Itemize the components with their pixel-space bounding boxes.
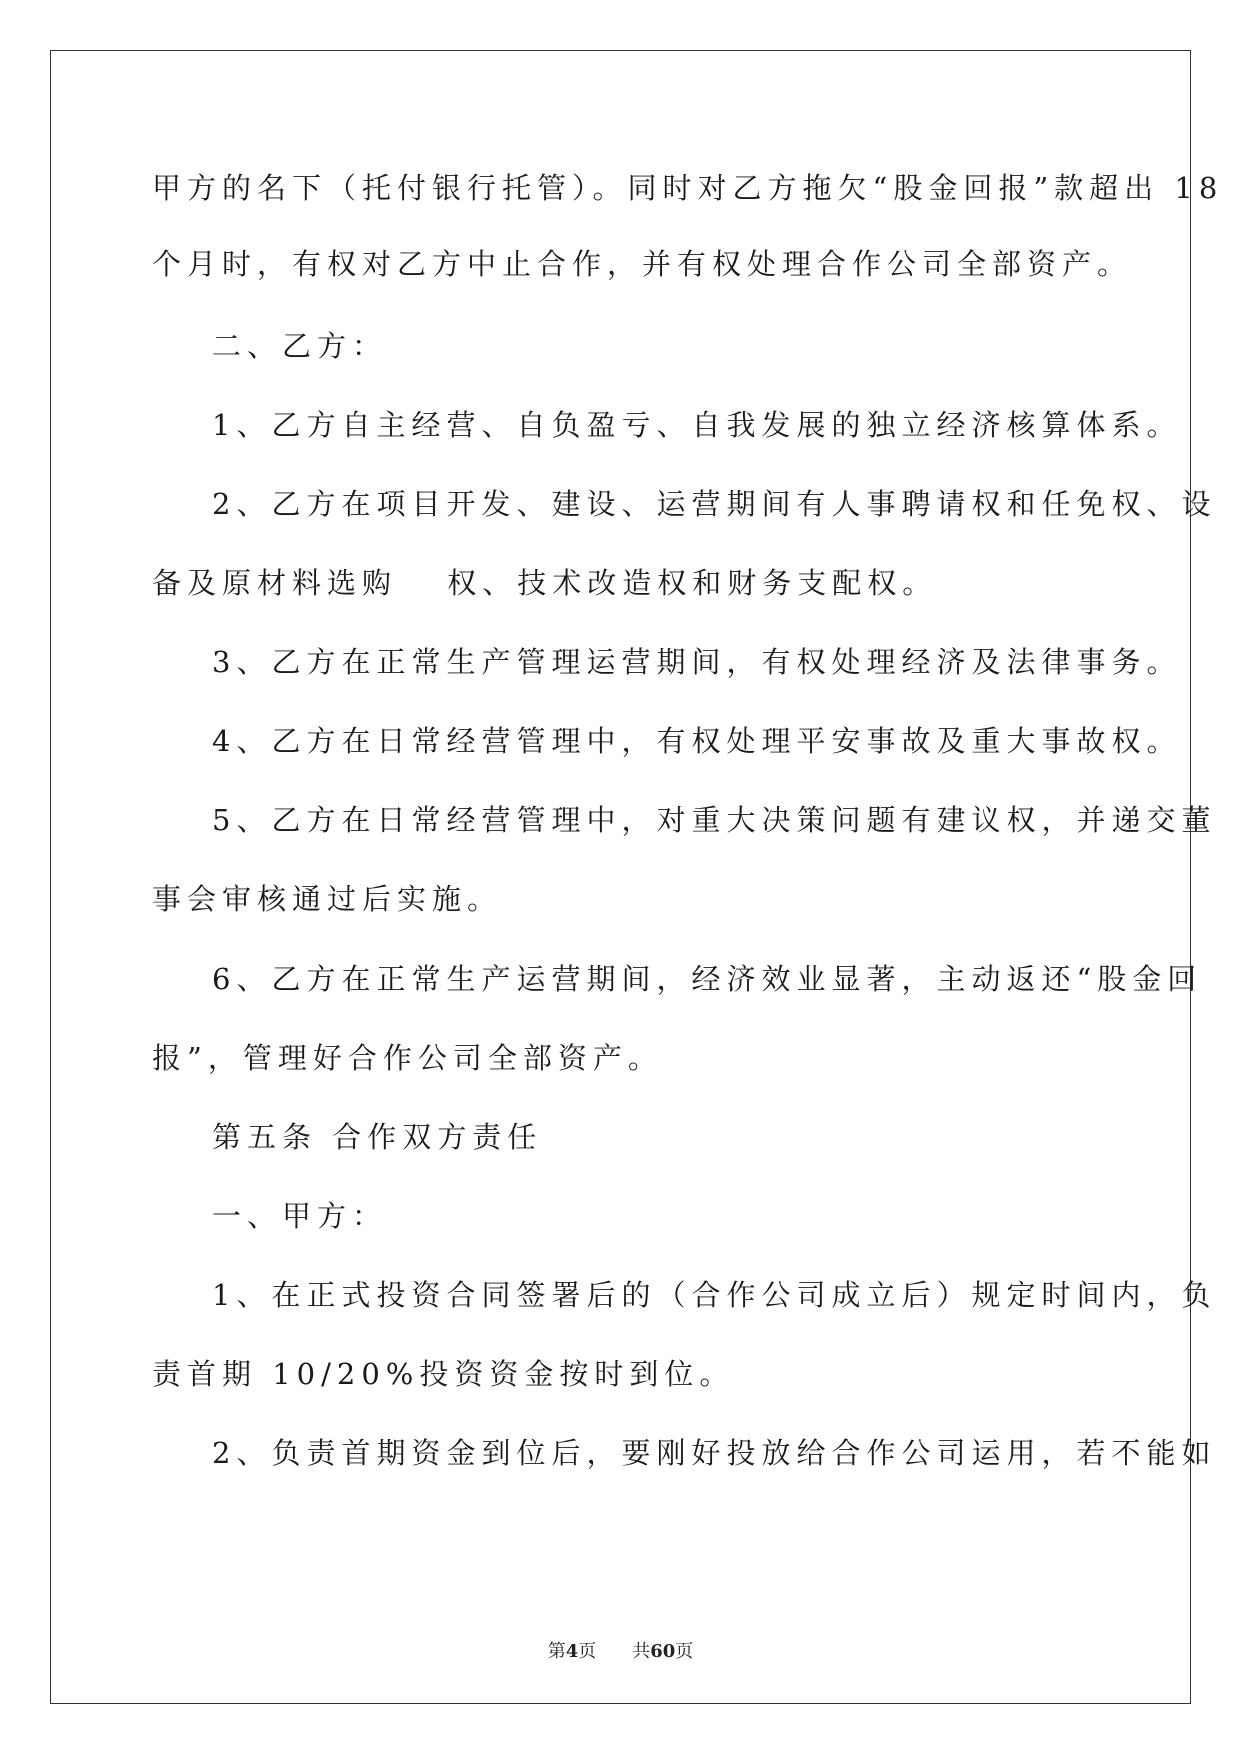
text-line-10: 事会审核通过后实施。 xyxy=(152,882,503,916)
article-heading: 第五条 合作双方责任 xyxy=(212,1120,543,1154)
text-line-1: 甲方的名下（托付银行托管）。同时对乙方拖欠“股金回报”款超出 18 xyxy=(152,171,1224,205)
text-line-17: 2、负责首期资金到位后，要刚好投放给合作公司运用，若不能如 xyxy=(212,1436,1217,1470)
text-line-8: 4、乙方在日常经营管理中，有权处理平安事故及重大事故权。 xyxy=(212,724,1182,758)
section-heading-jiafang: 一、甲方： xyxy=(212,1199,388,1233)
text-line-5: 2、乙方在项目开发、建设、运营期间有人事聘请权和任免权、设 xyxy=(212,487,1217,521)
footer-total-suffix: 页 xyxy=(675,1641,694,1662)
text-line-6: 备及原材料选购 权、技术改造权和财务支配权。 xyxy=(152,566,938,600)
text-line-11: 6、乙方在正常生产运营期间，经济效业显著，主动返还“股金回 xyxy=(212,962,1203,996)
footer-total-prefix: 共 xyxy=(632,1641,651,1662)
text-line-16: 责首期 10/20%投资资金按时到位。 xyxy=(152,1357,735,1391)
text-line-7: 3、乙方在正常生产管理运营期间，有权处理经济及法律事务。 xyxy=(212,645,1182,679)
footer-prefix: 第 xyxy=(547,1641,566,1662)
text-line-9: 5、乙方在日常经营管理中，对重大决策问题有建议权，并递交董 xyxy=(212,803,1217,837)
footer-page-number: 4 xyxy=(565,1641,579,1662)
page-footer xyxy=(0,1637,1241,1663)
text-line-2: 个月时，有权对乙方中止合作，并有权处理合作公司全部资产。 xyxy=(152,247,1133,281)
section-heading-yifang: 二、乙方： xyxy=(212,329,388,363)
text-line-15: 1、在正式投资合同签署后的（合作公司成立后）规定时间内，负 xyxy=(212,1278,1217,1312)
footer-page-suffix: 页 xyxy=(578,1641,597,1662)
text-line-4: 1、乙方自主经营、自负盈亏、自我发展的独立经济核算体系。 xyxy=(212,408,1182,442)
footer-total-pages: 60 xyxy=(650,1641,676,1662)
text-line-12: 报”，管理好合作公司全部资产。 xyxy=(152,1041,663,1075)
